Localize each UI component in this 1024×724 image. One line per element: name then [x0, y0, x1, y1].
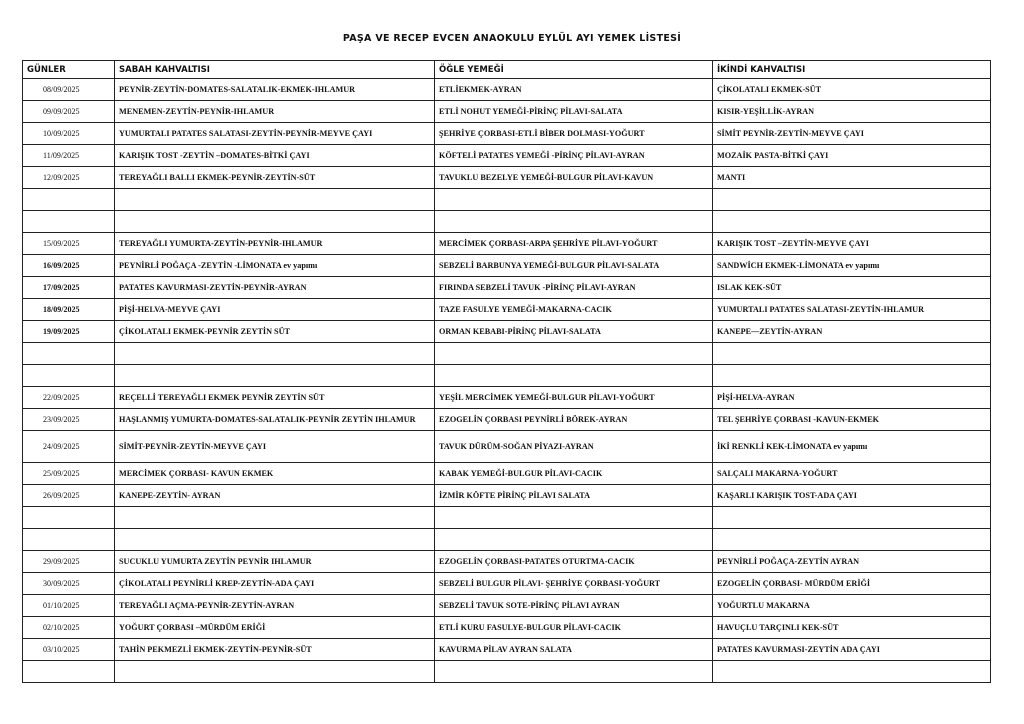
table-row	[23, 233, 991, 255]
date-cell	[23, 529, 115, 551]
afternoon-cell: ÇİKOLATALI EKMEK-SÜT	[713, 79, 991, 101]
breakfast-cell	[115, 507, 435, 529]
date-cell: 09/09/2025	[23, 101, 115, 123]
lunch-cell: FIRINDA SEBZELİ TAVUK -PİRİNÇ PİLAVI-AYRAN	[435, 277, 713, 299]
lunch-cell: KAVURMA PİLAV AYRAN SALATA	[435, 639, 713, 661]
date-cell: 19/09/2025	[23, 321, 115, 343]
header-row	[23, 61, 991, 79]
afternoon-cell: KAŞARLI KARIŞIK TOST-ADA ÇAYI	[713, 485, 991, 507]
breakfast-cell: TEREYAĞLI YUMURTA-ZEYTİN-PEYNİR-IHLAMUR	[115, 233, 435, 255]
lunch-cell	[435, 365, 713, 387]
date-cell: 16/09/2025	[23, 255, 115, 277]
breakfast-cell	[115, 529, 435, 551]
lunch-cell	[435, 211, 713, 233]
breakfast-cell	[115, 211, 435, 233]
afternoon-cell: KARIŞIK TOST –ZEYTİN-MEYVE ÇAYI	[713, 233, 991, 255]
header-days: GÜNLER	[23, 61, 115, 79]
breakfast-cell: KARIŞIK TOST -ZEYTİN –DOMATES-BİTKİ ÇAYI	[115, 145, 435, 167]
lunch-cell: ETLİEKMEK-AYRAN	[435, 79, 713, 101]
afternoon-cell: KISIR-YEŞİLLİK-AYRAN	[713, 101, 991, 123]
afternoon-cell	[713, 211, 991, 233]
lunch-cell: MERCİMEK ÇORBASI-ARPA ŞEHRİYE PİLAVI-YOĞURT	[435, 233, 713, 255]
lunch-cell: SEBZELİ BARBUNYA YEMEĞİ-BULGUR PİLAVI-SALATA	[435, 255, 713, 277]
breakfast-cell: MENEMEN-ZEYTİN-PEYNİR-IHLAMUR	[115, 101, 435, 123]
afternoon-cell	[713, 365, 991, 387]
date-cell: 24/09/2025	[23, 431, 115, 463]
date-cell: 22/09/2025	[23, 387, 115, 409]
date-cell	[23, 211, 115, 233]
date-cell: 15/09/2025	[23, 233, 115, 255]
breakfast-cell: PEYNİRLİ POĞAÇA -ZEYTİN -LİMONATA ev yapımı	[115, 255, 435, 277]
spacer-row	[23, 365, 991, 387]
lunch-cell: TAVUKLU BEZELYE YEMEĞİ-BULGUR PİLAVI-KAVUN	[435, 167, 713, 189]
breakfast-cell	[115, 365, 435, 387]
menu-table	[22, 60, 991, 683]
afternoon-cell: ISLAK KEK-SÜT	[713, 277, 991, 299]
spacer-row	[23, 343, 991, 365]
table-row	[23, 145, 991, 167]
lunch-cell	[435, 529, 713, 551]
date-cell	[23, 189, 115, 211]
breakfast-cell: TEREYAĞLI BALLI EKMEK-PEYNİR-ZEYTİN-SÜT	[115, 167, 435, 189]
spacer-row	[23, 529, 991, 551]
lunch-cell: ETLİ KURU FASULYE-BULGUR PİLAVI-CACIK	[435, 617, 713, 639]
breakfast-cell: PEYNİR-ZEYTİN-DOMATES-SALATALIK-EKMEK-IHLAMUR	[115, 79, 435, 101]
date-cell: 17/09/2025	[23, 277, 115, 299]
date-cell	[23, 507, 115, 529]
date-cell: 01/10/2025	[23, 595, 115, 617]
table-row	[23, 387, 991, 409]
afternoon-cell	[713, 661, 991, 683]
header-breakfast: SABAH KAHVALTISI	[115, 61, 435, 79]
date-cell	[23, 343, 115, 365]
table-row	[23, 595, 991, 617]
afternoon-cell: KANEPE—ZEYTİN-AYRAN	[713, 321, 991, 343]
afternoon-cell: PATATES KAVURMASI-ZEYTİN ADA ÇAYI	[713, 639, 991, 661]
breakfast-cell: KANEPE-ZEYTİN- AYRAN	[115, 485, 435, 507]
breakfast-cell: SİMİT-PEYNİR-ZEYTİN-MEYVE ÇAYI	[115, 431, 435, 463]
date-cell: 08/09/2025	[23, 79, 115, 101]
breakfast-cell: YOĞURT ÇORBASI –MÜRDÜM ERİĞİ	[115, 617, 435, 639]
breakfast-cell: TEREYAĞLI AÇMA-PEYNİR-ZEYTİN-AYRAN	[115, 595, 435, 617]
table-row	[23, 463, 991, 485]
date-cell	[23, 365, 115, 387]
afternoon-cell: MANTI	[713, 167, 991, 189]
lunch-cell	[435, 507, 713, 529]
lunch-cell: KÖFTELİ PATATES YEMEĞİ -PİRİNÇ PİLAVI-AYRAN	[435, 145, 713, 167]
breakfast-cell: MERCİMEK ÇORBASI- KAVUN EKMEK	[115, 463, 435, 485]
table-row	[23, 639, 991, 661]
lunch-cell	[435, 189, 713, 211]
table-row	[23, 101, 991, 123]
table-row	[23, 617, 991, 639]
table-row	[23, 79, 991, 101]
lunch-cell	[435, 343, 713, 365]
date-cell	[23, 661, 115, 683]
afternoon-cell	[713, 507, 991, 529]
breakfast-cell: REÇELLİ TEREYAĞLI EKMEK PEYNİR ZEYTİN SÜT	[115, 387, 435, 409]
afternoon-cell: SİMİT PEYNİR-ZEYTİN-MEYVE ÇAYI	[713, 123, 991, 145]
date-cell: 03/10/2025	[23, 639, 115, 661]
afternoon-cell: YOĞURTLU MAKARNA	[713, 595, 991, 617]
date-cell: 26/09/2025	[23, 485, 115, 507]
afternoon-cell: EZOGELİN ÇORBASI- MÜRDÜM ERİĞİ	[713, 573, 991, 595]
menu-body	[23, 79, 991, 683]
breakfast-cell: ÇİKOLATALI EKMEK-PEYNİR ZEYTİN SÜT	[115, 321, 435, 343]
afternoon-cell: YUMURTALI PATATES SALATASI-ZEYTİN-IHLAMUR	[713, 299, 991, 321]
table-row	[23, 551, 991, 573]
table-row	[23, 277, 991, 299]
table-row	[23, 573, 991, 595]
breakfast-cell	[115, 189, 435, 211]
spacer-row	[23, 211, 991, 233]
spacer-row	[23, 507, 991, 529]
lunch-cell: TAZE FASULYE YEMEĞİ-MAKARNA-CACIK	[435, 299, 713, 321]
breakfast-cell: ÇİKOLATALI PEYNİRLİ KREP-ZEYTİN-ADA ÇAYI	[115, 573, 435, 595]
lunch-cell: EZOGELİN ÇORBASI-PATATES OTURTMA-CACIK	[435, 551, 713, 573]
spacer-row	[23, 189, 991, 211]
table-row	[23, 431, 991, 463]
table-row	[23, 299, 991, 321]
afternoon-cell: SANDWİCH EKMEK-LİMONATA ev yapımı	[713, 255, 991, 277]
lunch-cell: TAVUK DÜRÜM-SOĞAN PİYAZI-AYRAN	[435, 431, 713, 463]
afternoon-cell: PEYNİRLİ POĞAÇA-ZEYTİN AYRAN	[713, 551, 991, 573]
date-cell: 11/09/2025	[23, 145, 115, 167]
lunch-cell: SEBZELİ TAVUK SOTE-PİRİNÇ PİLAVI AYRAN	[435, 595, 713, 617]
breakfast-cell: YUMURTALI PATATES SALATASI-ZEYTİN-PEYNİR-MEYVE ÇAYI	[115, 123, 435, 145]
breakfast-cell: PİŞİ-HELVA-MEYVE ÇAYI	[115, 299, 435, 321]
date-cell: 12/09/2025	[23, 167, 115, 189]
breakfast-cell: TAHİN PEKMEZLİ EKMEK-ZEYTİN-PEYNİR-SÜT	[115, 639, 435, 661]
lunch-cell: SEBZELİ BULGUR PİLAVI- ŞEHRİYE ÇORBASI-YOĞURT	[435, 573, 713, 595]
lunch-cell: EZOGELİN ÇORBASI PEYNİRLİ BÖREK-AYRAN	[435, 409, 713, 431]
lunch-cell	[435, 661, 713, 683]
lunch-cell: ETLİ NOHUT YEMEĞİ-PİRİNÇ PİLAVI-SALATA	[435, 101, 713, 123]
afternoon-cell: MOZAİK PASTA-BİTKİ ÇAYI	[713, 145, 991, 167]
lunch-cell: İZMİR KÖFTE PİRİNÇ PİLAVI SALATA	[435, 485, 713, 507]
afternoon-cell	[713, 529, 991, 551]
table-row	[23, 409, 991, 431]
date-cell: 02/10/2025	[23, 617, 115, 639]
header-afternoon: İKİNDİ KAHVALTISI	[713, 61, 991, 79]
lunch-cell: ŞEHRİYE ÇORBASI-ETLİ BİBER DOLMASI-YOĞURT	[435, 123, 713, 145]
page-title: PAŞA VE RECEP EVCEN ANAOKULU EYLÜL AYI YEMEK LİSTESİ	[342, 33, 682, 44]
afternoon-cell: HAVUÇLU TARÇINLI KEK-SÜT	[713, 617, 991, 639]
spacer-row	[23, 661, 991, 683]
afternoon-cell: TEL ŞEHRİYE ÇORBASI -KAVUN-EKMEK	[713, 409, 991, 431]
table-row	[23, 485, 991, 507]
afternoon-cell: SALÇALI MAKARNA-YOĞURT	[713, 463, 991, 485]
date-cell: 10/09/2025	[23, 123, 115, 145]
breakfast-cell: PATATES KAVURMASI-ZEYTİN-PEYNİR-AYRAN	[115, 277, 435, 299]
breakfast-cell	[115, 661, 435, 683]
table-row	[23, 321, 991, 343]
date-cell: 23/09/2025	[23, 409, 115, 431]
date-cell: 18/09/2025	[23, 299, 115, 321]
lunch-cell: ORMAN KEBABI-PİRİNÇ PİLAVI-SALATA	[435, 321, 713, 343]
breakfast-cell: SUCUKLU YUMURTA ZEYTİN PEYNİR IHLAMUR	[115, 551, 435, 573]
table-row	[23, 255, 991, 277]
breakfast-cell: HAŞLANMIŞ YUMURTA-DOMATES-SALATALIK-PEYNİR ZEYTİN IHLAMUR	[115, 409, 435, 431]
afternoon-cell: PİŞİ-HELVA-AYRAN	[713, 387, 991, 409]
afternoon-cell	[713, 343, 991, 365]
table-row	[23, 167, 991, 189]
date-cell: 30/09/2025	[23, 573, 115, 595]
breakfast-cell	[115, 343, 435, 365]
header-lunch: ÖĞLE YEMEĞİ	[435, 61, 713, 79]
afternoon-cell	[713, 189, 991, 211]
afternoon-cell: İKİ RENKLİ KEK-LİMONATA ev yapımı	[713, 431, 991, 463]
date-cell: 25/09/2025	[23, 463, 115, 485]
table-row	[23, 123, 991, 145]
lunch-cell: YEŞİL MERCİMEK YEMEĞİ-BULGUR PİLAVI-YOĞURT	[435, 387, 713, 409]
lunch-cell: KABAK YEMEĞİ-BULGUR PİLAVI-CACIK	[435, 463, 713, 485]
date-cell: 29/09/2025	[23, 551, 115, 573]
